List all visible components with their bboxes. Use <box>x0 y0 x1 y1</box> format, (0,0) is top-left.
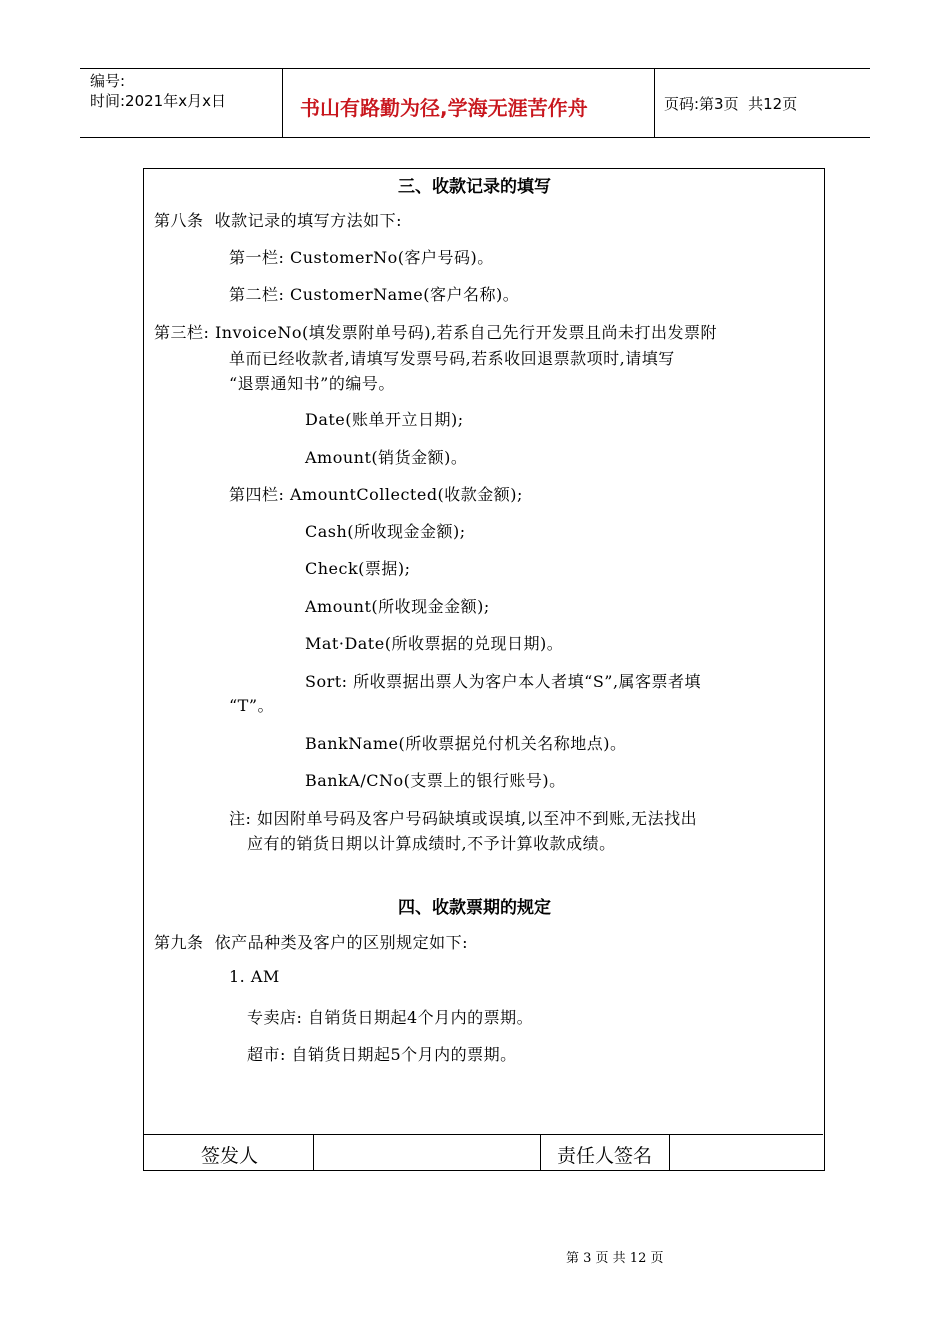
article-line: 第八条 收款记录的填写方法如下: <box>154 211 403 230</box>
article-line: Cash(所收现金金额); <box>305 522 466 541</box>
section-title: 四、收款票期的规定 <box>398 898 551 918</box>
signature-divider <box>669 1134 670 1170</box>
issuer-field[interactable] <box>320 1141 534 1165</box>
article-line: 第四栏: AmountCollected(收款金额); <box>229 485 523 504</box>
article-line: BankA/CNo(支票上的银行账号)。 <box>305 771 566 790</box>
article-line: “T”。 <box>229 696 275 715</box>
note-line: 应有的销货日期以计算成绩时,不予计算收款成绩。 <box>247 834 616 853</box>
motto: 书山有路勤为径,学海无涯苦作舟 <box>300 96 588 120</box>
article-line: 单而已经收款者,请填写发票号码,若系收回退票款项时,请填写 <box>229 349 675 368</box>
page-info: 页码:第3页 共12页 <box>664 95 798 113</box>
article-line: Amount(所收现金金额); <box>305 597 490 616</box>
article-line: Sort: 所收票据出票人为客户本人者填“S”,属客票者填 <box>305 672 702 691</box>
article-line: 超市: 自销货日期起5个月内的票期。 <box>247 1045 517 1064</box>
article-line: “退票通知书”的编号。 <box>229 374 395 393</box>
signature-divider <box>313 1134 314 1170</box>
article-line: 第三栏: InvoiceNo(填发票附单号码),若系自己先行开发票且尚未打出发票附 <box>154 323 718 342</box>
article-line: 第二栏: CustomerName(客户名称)。 <box>229 285 520 304</box>
issuer-label: 签发人 <box>201 1145 259 1167</box>
article-line: Amount(销货金额)。 <box>305 448 468 467</box>
article-line: Date(账单开立日期); <box>305 410 464 429</box>
page-footer: 第 3 页 共 12 页 <box>566 1251 664 1266</box>
signature-divider <box>540 1134 541 1170</box>
section-title: 三、收款记录的填写 <box>398 177 551 197</box>
responsible-field[interactable] <box>676 1141 816 1165</box>
header-divider <box>282 69 283 137</box>
time-label: 时间:2021年x月x日 <box>90 92 226 110</box>
article-line: 第九条 依产品种类及客户的区别规定如下: <box>154 933 469 952</box>
article-line: Check(票据); <box>305 559 411 578</box>
responsible-label: 责任人签名 <box>557 1145 653 1167</box>
article-line: 专卖店: 自销货日期起4个月内的票期。 <box>247 1008 534 1027</box>
article-line: 1. AM <box>229 967 280 986</box>
article-line: BankName(所收票据兑付机关名称地点)。 <box>305 734 627 753</box>
article-line: Mat·Date(所收票据的兑现日期)。 <box>305 634 564 653</box>
note-line: 注: 如因附单号码及客户号码缺填或误填,以至冲不到账,无法找出 <box>229 809 698 828</box>
code-label: 编号: <box>90 72 126 90</box>
article-line: 第一栏: CustomerNo(客户号码)。 <box>229 248 494 267</box>
header-divider <box>654 69 655 137</box>
